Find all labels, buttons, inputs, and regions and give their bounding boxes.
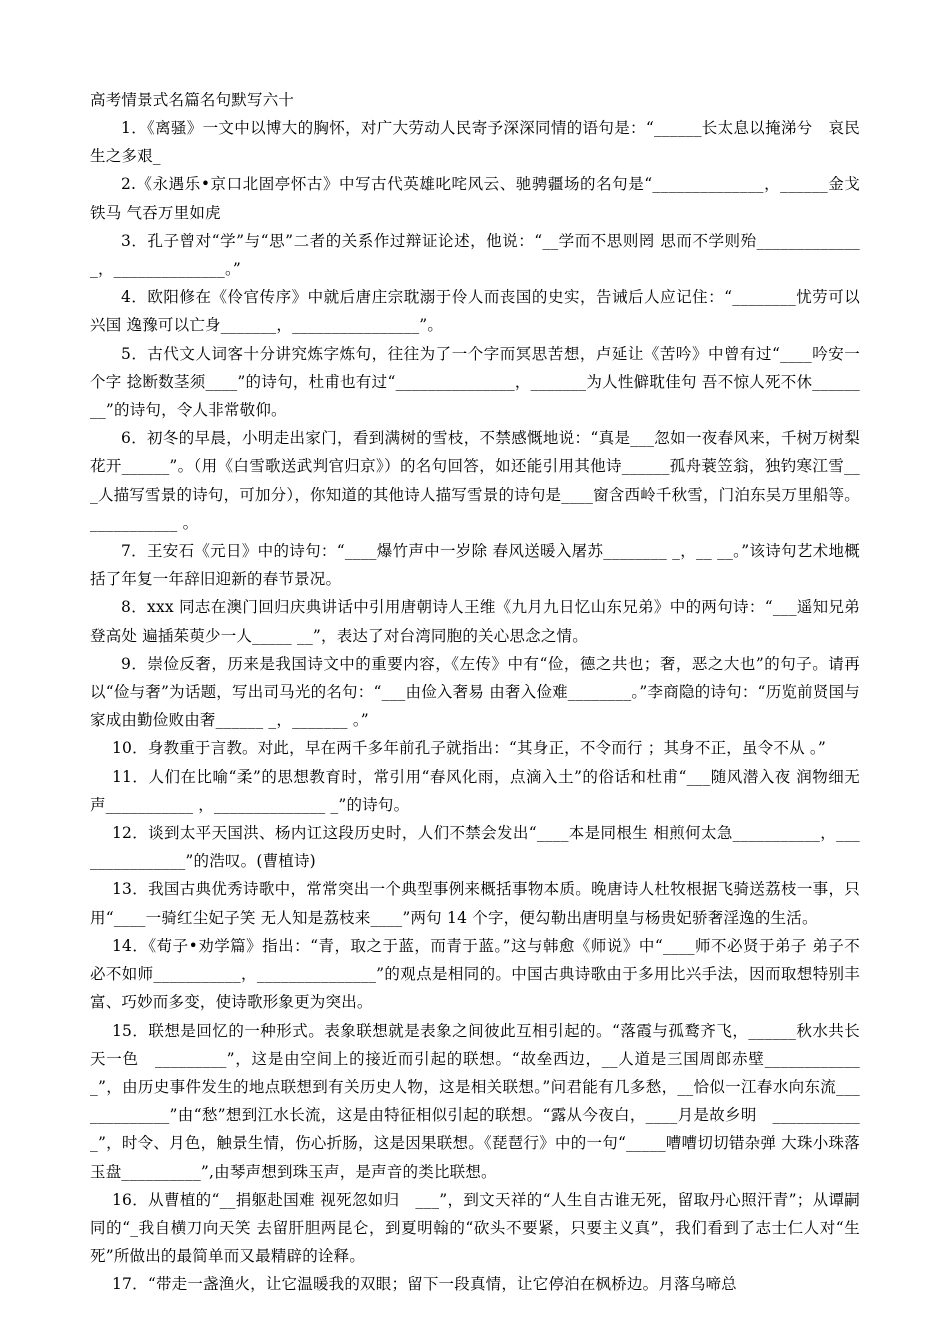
document-page: [90, 86, 860, 1299]
document-title: 高考情景式名篇名句默写六十: [90, 91, 295, 109]
question-15: 15．联想是回忆的一种形式。表象联想就是表象之间彼此互相引起的。“落霞与孤鹜齐飞，______秋水共长天一色 _________”，这是由空间上的接近而引起的联想。“故垒西边，__人道是三国周郎赤壁_____________”，由历史事件发生的地点联想到有关历史人物，这是相关联想。”问君能有几多愁，__恰似一江春水向东流_____________”由“愁”想到江水长流，这是由特征相似引起的联想。“露从今夜白，____月是故乡明 ____________”，时令、月色，触景生情，伤心折肠，这是因果联想。《琵琶行》中的一句“_____嘈嘈切切错杂弹 大珠小珠落玉盘__________”,由琴声想到珠玉声，是声音的类比联想。: [90, 1021, 860, 1181]
question-7: 7．王安石《元日》中的诗句：“____爆竹声中一岁除 春风送暖入屠苏________ _，__ __。”该诗句艺术地概括了年复一年辞旧迎新的春节景况。: [90, 542, 860, 589]
question-3: 3．孔子曾对“学”与“思”二者的关系作过辩证论述，他说：“__学而不思则罔 思而不学则殆______________，______________。”: [90, 231, 860, 279]
question-5: 5．古代文人词客十分讲究炼字炼句，往往为了一个字而冥思苦想，卢延让《苦吟》中曾有过“____吟安一个字 捻断数茎须____”的诗句，杜甫也有过“_______________，_______为人性僻耽佳句 吾不惊人死不休________”的诗句，令人非常敬仰。: [90, 344, 860, 420]
question-10: 10．身教重于言教。对此，早在两千多年前孔子就指出：“其身正，不令而行 ；其身不正，虽令不从 。”: [112, 739, 826, 758]
question-9: 9．崇俭反奢，历来是我国诗文中的重要内容，《左传》中有“俭，德之共也；奢，恶之大也”的句子。请再以“俭与奢”为话题，写出司马光的名句：“___由俭入奢易 由奢入俭难________。”李商隐的诗句：“历览前贤国与家成由勤俭败由奢______ _，_______ 。”: [90, 654, 860, 730]
question-17: 17．“带走一盏渔火，让它温暖我的双眼；留下一段真情，让它停泊在枫桥边。月落乌啼总: [112, 1275, 737, 1294]
question-2: 2.《永遇乐•京口北固亭怀古》中写古代英雄叱咤风云、驰骋疆场的名句是“______________，______金戈铁马 气吞万里如虎: [90, 175, 860, 222]
question-13: 13．我国古典优秀诗歌中，常常突出一个典型事例来概括事物本质。晚唐诗人杜牧根据飞骑送荔枝一事，只用“____一骑红尘妃子笑 无人知是荔枝来____”两句 14 个字，便勾勒出唐明皇与杨贵妃骄奢淫逸的生活。: [90, 880, 860, 927]
question-14: 14．《荀子•劝学篇》指出：“青，取之于蓝，而青于蓝。”这与韩愈《师说》中“____师不必贤于弟子 弟子不必不如师___________，_______________”的观点是相同的。中国古典诗歌由于多用比兴手法，因而取想特别丰富、巧妙而多变，使诗歌形象更为突出。: [90, 936, 860, 1012]
question-16: 16．从曹植的“__捐躯赴国难 视死忽如归 ___”，到文天祥的“人生自古谁无死，留取丹心照汗青”；从谭嗣同的“_我自横刀向天笑 去留肝胆两昆仑，到夏明翰的“砍头不要紧，只要主义真”，我们看到了志士仁人对“生死”所做出的最简单而又最精辟的诠释。: [90, 1190, 860, 1266]
question-12: 12．谈到太平天国洪、杨内讧这段历史时，人们不禁会发出“____本是同根生 相煎何太急___________，_______________”的浩叹。(曹植诗): [90, 824, 860, 871]
question-1: 1．《离骚》一文中以博大的胸怀，对广大劳动人民寄予深深同情的语句是：“______长太息以掩涕兮 哀民生之多艰_: [90, 119, 860, 166]
question-6: 6．初冬的早晨，小明走出家门，看到满树的雪枝，不禁感慨地说：“真是___忽如一夜春风来，千树万树梨花开______”。（用《白雪歌送武判官归京》）的名句回答，如还能引用其他诗______孤舟蓑笠翁，独钓寒江雪___人描写雪景的诗句，可加分），你知道的其他诗人描写雪景的诗句是____窗含西岭千秋雪，门泊东吴万里船等。 ___________ 。: [90, 429, 860, 532]
question-11: 11．人们在比喻“柔”的思想教育时，常引用“春风化雨，点滴入土”的俗话和杜甫“___随风潜入夜 润物细无声___________ ，______________ _”的诗句。: [90, 767, 860, 814]
question-4: 4．欧阳修在《伶官传序》中就后唐庄宗耽溺于伶人而丧国的史实，告诫后人应记住：“________忧劳可以兴国 逸豫可以亡身_______，________________”。: [90, 288, 860, 335]
question-8: 8．xxx 同志在澳门回归庆典讲话中引用唐朝诗人王维《九月九日忆山东兄弟》中的两句诗：“___遥知兄弟登高处 遍插茱萸少一人_____ __”，表达了对台湾同胞的关心思念之情。: [90, 598, 860, 645]
